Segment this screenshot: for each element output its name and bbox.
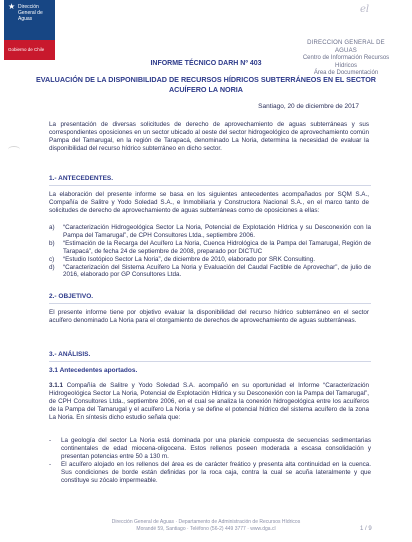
- document-date: Santiago, 20 de diciembre de 2017: [258, 103, 359, 110]
- section-2-title: 2.- OBJETIVO.: [49, 293, 94, 300]
- subsection-3-1-1-text: [49, 382, 369, 422]
- reference-item: d) “Caracterización del Sistema Acuífero La Noria y Evaluación del Caudal Factible de Aprovechar”, de julio de 2016, elaborado por GP Consultores Ltda.: [49, 263, 371, 279]
- star-icon: ★: [8, 2, 16, 11]
- section-1-rule: [49, 185, 371, 186]
- logo-line-3: Aguas: [18, 16, 33, 22]
- list-item: - El acuífero alojado en los rellenos del área es de carácter freático y presenta alta continuidad en la cuenca. Sus condiciones de borde están definidas por la roca caja, contra la cual se acuña lateralmente y que constituye su zócalo impermeable.: [49, 460, 371, 484]
- section-3-title: 3.- ANÁLISIS.: [49, 351, 91, 358]
- handwritten-mark: el: [360, 4, 370, 15]
- section-1-text: La elaboración del presente informe se basa en los siguientes antecedentes acompañados por SQM S.A., Compañía de Salitre y Yodo Soledad S.A., e Inmobiliaria y Constructora Nacional S.A., en el marco tanto de solicitudes de derecho de aprovechamiento de aguas subterráneas como de oposiciones a ellas:: [49, 191, 369, 214]
- footer-line-2: Morandé 59, Santiago · Teléfono (56-2) 449 3777 · www.dga.cl: [136, 525, 276, 532]
- stamp-line-2: Centro de Información Recursos Hídricos: [302, 55, 390, 69]
- section-2-text: El presente informe tiene por objetivo evaluar la disponibilidad del recurso hídrico subterráneo en el sector acuífero denominado La Noria para el otorgamiento de derechos de aprovechamiento de aguas subterráneas.: [49, 309, 369, 324]
- document-number: INFORME TÉCNICO DARH Nº 403: [150, 60, 262, 67]
- intro-paragraph: La presentación de diversas solicitudes de derecho de aprovechamiento de aguas subterráneas y sus correspondientes oposiciones en un sector ubicado al oeste del sector hidrogeológico de aprovechamiento común Pampa del Tamarugal, en la región de Tarapacá, denominado La Noria, determina la necesidad de evaluar la disponibilidad del recurso hídrico subterráneo en dicho sector.: [49, 121, 369, 152]
- references-list: [49, 224, 371, 279]
- subsection-3-1-title: 3.1 Antecedentes aportados.: [49, 367, 138, 374]
- logo-line-2: General de: [18, 10, 43, 16]
- page-footer: [0, 519, 412, 532]
- section-2-rule: [49, 303, 371, 304]
- footer-line-1: Dirección General de Aguas · Departamento de Administración de Recursos Hídricos: [111, 519, 301, 525]
- reference-item: b) “Estimación de la Recarga del Acuífero La Noria, Cuenca Hidrológica de la Pampa del Tamarugal, Región de Tarapacá”, de fecha 24 de septiembre de 2008, preparado por DICTUC: [49, 239, 371, 255]
- stamp-line-3: Área de Documentación: [313, 70, 379, 76]
- received-stamp: [300, 40, 392, 78]
- section-1-title: 1.- ANTECEDENTES.: [49, 175, 114, 182]
- dga-logo: [4, 0, 55, 60]
- document-title: EVALUACIÓN DE LA DISPONIBILIDAD DE RECURSOS HÍDRICOS SUBTERRÁNEOS EN EL SECTOR ACUÍFERO LA NORIA: [36, 75, 376, 94]
- reference-item: a) “Caracterización Hidrogeológica Sector La Noria, Potencial de Explotación Hídrica y su Desconexión con la Pampa del Tamarugal”, de CPH Consultores Ltda., septiembre 2006.: [49, 224, 371, 239]
- logo-line-1: Dirección: [18, 4, 39, 10]
- logo-subtitle: Gobierno de Chile: [8, 47, 45, 52]
- subsection-number: 3.1.1: [49, 382, 64, 389]
- stamp-line-1: DIRECCION GENERAL DE AGUAS: [307, 40, 385, 54]
- page-number: 1 / 9: [360, 526, 372, 532]
- subsection-body: Compañía de Salitre y Yodo Soledad S.A. acompañó en su oportunidad el Informe “Caracterización Hidrogeológica Sector La Noria, Potencial de Explotación Hídrica y su Desconexión con la Pampa del Tamarugal”, de CPH Consultores Ltda., septiembre 2006, en el cual se analiza la conexión hidrogeológica entre los acuíferos de la Pampa del Tamarugal y el acuífero La Noria y se define el potencial hídrico del sistema acuífero de la zona La Noria. En síntesis dicho estudio señala que:: [49, 382, 370, 421]
- margin-mark: [8, 146, 20, 153]
- list-item: - La geología del sector La Noria está dominada por una planicie compuesta de secuencias sedimentarias continentales de edad miocena-oligocena. Estos rellenos poseen moderada a escasa consolidación y presentan potencias entre 50 a 130 m.: [49, 437, 371, 460]
- reference-item: c) “Estudio Isotópico Sector La Noria”, de diciembre de 2010, elaborado por SRK Consulting.: [49, 255, 316, 263]
- section-3-rule: [49, 361, 371, 362]
- findings-list: [49, 437, 371, 484]
